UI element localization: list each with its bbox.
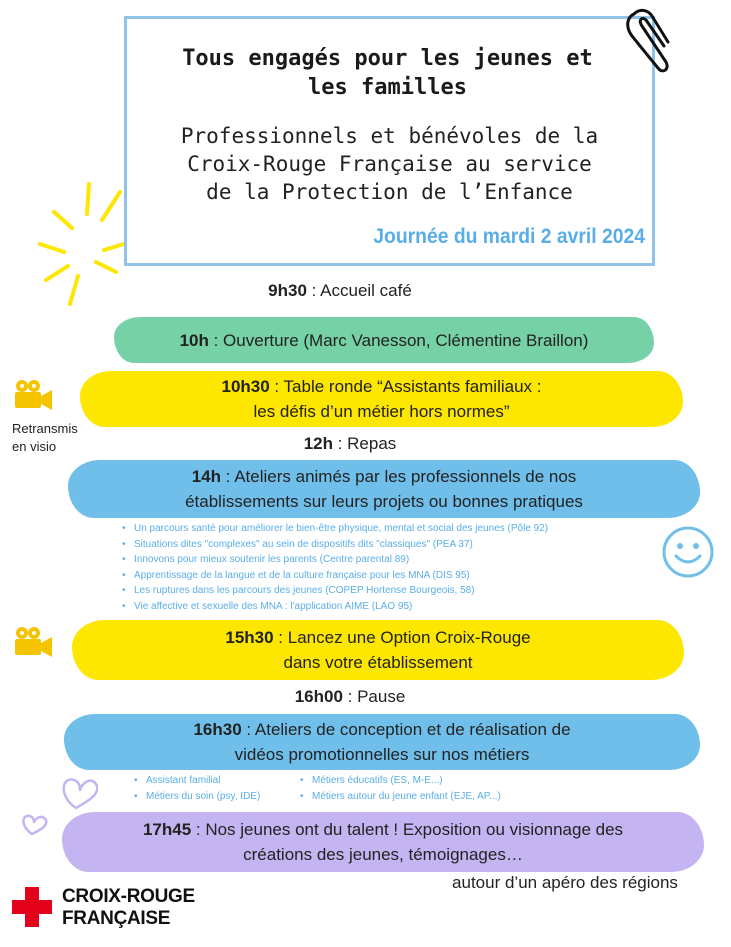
item-text-line-1: : Nos jeunes ont du talent ! Exposition ou visionnage des [191, 820, 624, 839]
video-camera-icon [12, 625, 54, 659]
schedule-conception [64, 714, 700, 770]
item-text-line-2: établissements sur leurs projets ou bonnes pratiques [185, 492, 583, 511]
time-label: 10h30 [221, 377, 270, 396]
time-label: 16h30 [193, 720, 242, 739]
list-item: • Les ruptures dans les parcours des jeunes (COPEP Hortense Bourgeois, 58) [122, 583, 548, 599]
page-title [140, 44, 635, 102]
item-text-line-1: : Table ronde “Assistants familiaux : [269, 377, 542, 396]
time-label: 17h45 [142, 820, 192, 839]
event-date: Journée du mardi 2 avril 2024 [373, 225, 645, 248]
schedule-table-ronde [80, 371, 683, 427]
time-label: 9h30 [268, 281, 307, 300]
item-text-line-1: : Ateliers de conception et de réalisation de [241, 720, 571, 739]
list-item: • Situations dites "complexes" au sein de dispositifs dits "classiques" (PEA 37) [122, 537, 548, 553]
schedule-apero: autour d’un apéro des régions [452, 873, 678, 892]
item-text: : Repas [332, 434, 397, 453]
sun-rays-icon [16, 172, 126, 312]
video-camera-icon [12, 378, 54, 412]
retransmis-line-1: Retransmis [12, 421, 78, 436]
red-cross-icon [12, 887, 52, 927]
list-item: • Métiers autour du jeune enfant (EJE, AP...) [300, 789, 501, 805]
page-subtitle [132, 122, 647, 206]
retransmis-line-2: en visio [12, 439, 57, 454]
retransmis-note [12, 420, 78, 456]
logo-line-2: FRANÇAISE [62, 908, 171, 929]
item-text: : Accueil café [306, 281, 412, 300]
time-label: 16h00 [294, 687, 343, 706]
item-text: : Pause [342, 687, 406, 706]
logo-line-1: CROIX-ROUGE [62, 886, 195, 907]
schedule-option [72, 620, 684, 680]
schedule-pause [250, 687, 450, 707]
schedule-repas [250, 434, 450, 454]
item-text-line-2: les défis d’un métier hors normes” [253, 402, 510, 421]
list-item: • Métiers du soin (psy, IDE) [134, 789, 260, 805]
list-item: • Assistant familial [134, 773, 260, 789]
title-line-2: les familles [308, 75, 467, 100]
item-text-line-2: dans votre établissement [283, 653, 473, 672]
schedule-ateliers [68, 460, 700, 518]
conception-list-col1 [134, 773, 260, 804]
schedule-ouverture [114, 317, 654, 363]
ateliers-list [122, 521, 548, 614]
subtitle-line-2: Croix-Rouge Française au service [187, 152, 592, 176]
title-line-1: Tous engagés pour les jeunes et [182, 46, 593, 71]
time-label: 14h [191, 467, 221, 486]
schedule-accueil [200, 281, 480, 301]
schedule-talent [62, 812, 704, 872]
subtitle-line-1: Professionnels et bénévoles de la [180, 124, 599, 148]
list-item: • Innovons pour mieux soutenir les parents (Centre parental 89) [122, 552, 548, 568]
item-text-line-1: : Lancez une Option Croix-Rouge [273, 628, 531, 647]
item-text-line-2: vidéos promotionnelles sur nos métiers [234, 745, 530, 764]
item-text: : Ouverture (Marc Vanesson, Clémentine Braillon) [208, 330, 589, 350]
conception-list-col2 [300, 773, 501, 804]
item-text-line-2: créations des jeunes, témoignages… [243, 845, 523, 864]
list-item: • Métiers éducatifs (ES, M-E...) [300, 773, 501, 789]
time-label: 10h [179, 330, 209, 350]
smiley-icon [660, 524, 716, 580]
list-item: • Apprentissage de la langue et de la culture française pour les MNA (DIS 95) [122, 568, 548, 584]
item-text-line-1: : Ateliers animés par les professionnels de nos [220, 467, 577, 486]
time-label: 12h [303, 434, 333, 453]
subtitle-line-3: de la Protection de l’Enfance [206, 180, 573, 204]
time-label: 15h30 [225, 628, 274, 647]
logo-text [62, 886, 195, 930]
list-item: • Vie affective et sexuelle des MNA : l'application AIME (LAO 95) [122, 599, 548, 615]
list-item: • Un parcours santé pour améliorer le bien-être physique, mental et social des jeunes (Pôle 92) [122, 521, 548, 537]
